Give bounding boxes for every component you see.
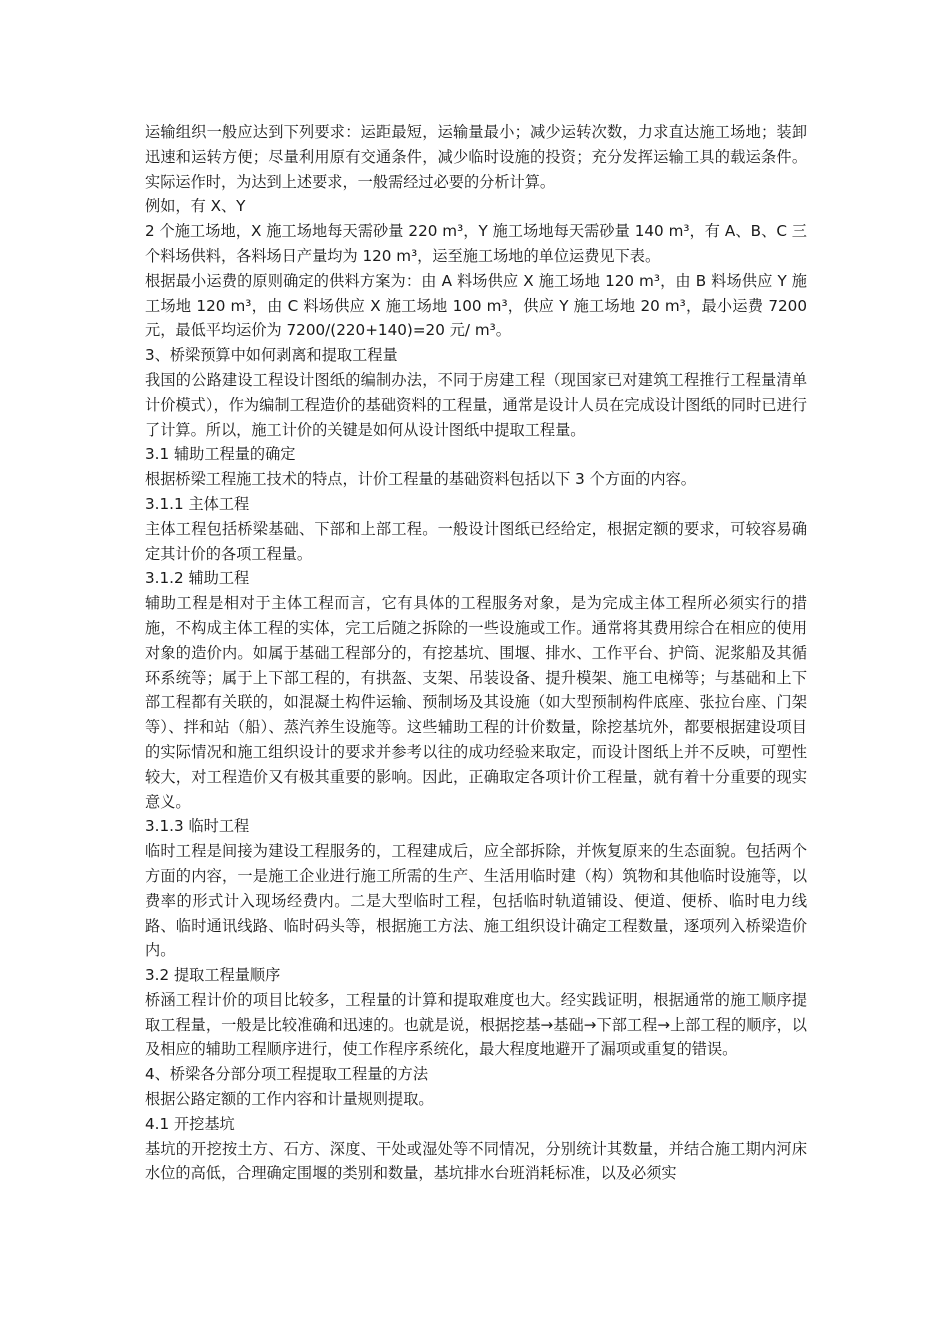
paragraph-auxiliary-works: 辅助工程是相对于主体工程而言，它有具体的工程服务对象，是为完成主体工程所必须实行的措施，不构成主体工程的实体，完工后随之拆除的一些设施或工作。通常将其费用综合在相应的使用对象的造价内。如属于基础工程部分的，有挖基坑、围堰、排水、工作平台、护筒、泥浆船及其循环系统等；属于上下部工程的，有拱盔、支架、吊装设备、提升模架、施工电梯等；与基础和上下部工程都有关联的，如混凝土构件运输、预制场及其设施（如大型预制构件底座、张拉台座、门架等）、拌和站（船）、蒸汽养生设施等。这些辅助工程的计价数量，除挖基坑外，都要根据建设项目的实际情况和施工组织设计的要求并参考以往的成功经验来取定，而设计图纸上并不反映，可塑性较大，对工程造价又有极其重要的影响。因此，正确取定各项计价工程量，就有着十分重要的现实意义。 xyxy=(145,594,807,811)
heading-section-3-1-3: 3.1.3 临时工程 xyxy=(145,817,250,836)
document-page xyxy=(145,120,807,1186)
heading-section-3-2: 3.2 提取工程量顺序 xyxy=(145,966,281,985)
paragraph-main-works: 主体工程包括桥梁基础、下部和上部工程。一般设计图纸已经给定，根据定额的要求，可较容易确定其计价的各项工程量。 xyxy=(145,519,807,563)
paragraph-three-aspects: 根据桥梁工程施工技术的特点，计价工程量的基础资料包括以下 3 个方面的内容。 xyxy=(145,470,696,489)
heading-section-3: 3、桥梁预算中如何剥离和提取工程量 xyxy=(145,346,398,365)
paragraph-drawing-quantities: 我国的公路建设工程设计图纸的编制办法，不同于房建工程（现国家已对建筑工程推行工程量清单计价模式），作为编制工程造价的基础资料的工程量，通常是设计人员在完成设计图纸的同时已进行了计算。所以，施工计价的关键是如何从设计图纸中提取工程量。 xyxy=(145,370,807,439)
heading-section-4: 4、桥梁各分部分项工程提取工程量的方法 xyxy=(145,1065,429,1084)
paragraph-supply-plan: 根据最小运费的原则确定的供料方案为：由 A 料场供应 X 施工场地 120 m³，由 B 料场供应 Y 施工场地 120 m³，由 C 料场供应 X 施工场地 100 m³，供应 Y 施工场地 20 m³，最小运费 7200 元，最低平均运价为 7200/(220+140)=20 元/ m³。 xyxy=(145,271,807,340)
heading-section-3-1-2: 3.1.2 辅助工程 xyxy=(145,569,250,588)
paragraph-quota-rules: 根据公路定额的工作内容和计量规则提取。 xyxy=(145,1090,434,1109)
heading-section-3-1: 3.1 辅助工程量的确定 xyxy=(145,445,296,464)
paragraph-example-sites: 2 个施工场地，X 施工场地每天需砂量 220 m³，Y 施工场地每天需砂量 140 m³，有 A、B、C 三个料场供料，各料场日产量均为 120 m³，运至施工场地的单位运费见下表。 xyxy=(145,222,807,265)
heading-section-4-1: 4.1 开挖基坑 xyxy=(145,1114,235,1133)
paragraph-extraction-order: 桥涵工程计价的项目比较多，工程量的计算和提取难度也大。经实践证明，根据通常的施工顺序提取工程量，一般是比较准确和迅速的。也就是说，根据挖基→基础→下部工程→上部工程的顺序，以及相应的辅助工程顺序进行，使工作程序系统化，最大程度地避开了漏项或重复的错误。 xyxy=(145,990,807,1059)
paragraph-example-intro: 例如，有 X、Y xyxy=(145,197,246,216)
paragraph-transport-requirements: 运输组织一般应达到下列要求：运距最短，运输量最小；减少运转次数，力求直达施工场地；装卸迅速和运转方便；尽量利用原有交通条件，减少临时设施的投资；充分发挥运输工具的载运条件。实际运作时，为达到上述要求，一般需经过必要的分析计算。 xyxy=(145,123,807,191)
paragraph-excavation: 基坑的开挖按土方、石方、深度、干处或湿处等不同情况，分别统计其数量，并结合施工期内河床水位的高低，合理确定围堰的类别和数量，基坑排水台班消耗标准，以及必须实 xyxy=(145,1139,807,1183)
heading-section-3-1-1: 3.1.1 主体工程 xyxy=(145,494,250,513)
paragraph-temporary-works: 临时工程是间接为建设工程服务的，工程建成后，应全部拆除，并恢复原来的生态面貌。包括两个方面的内容，一是施工企业进行施工所需的生产、生活用临时建（构）筑物和其他临时设施等，以费率的形式计入现场经费内。二是大型临时工程，包括临时轨道铺设、便道、便桥、临时电力线路、临时通讯线路、临时码头等，根据施工方法、施工组织设计确定工程数量，逐项列入桥梁造价内。 xyxy=(145,842,807,960)
